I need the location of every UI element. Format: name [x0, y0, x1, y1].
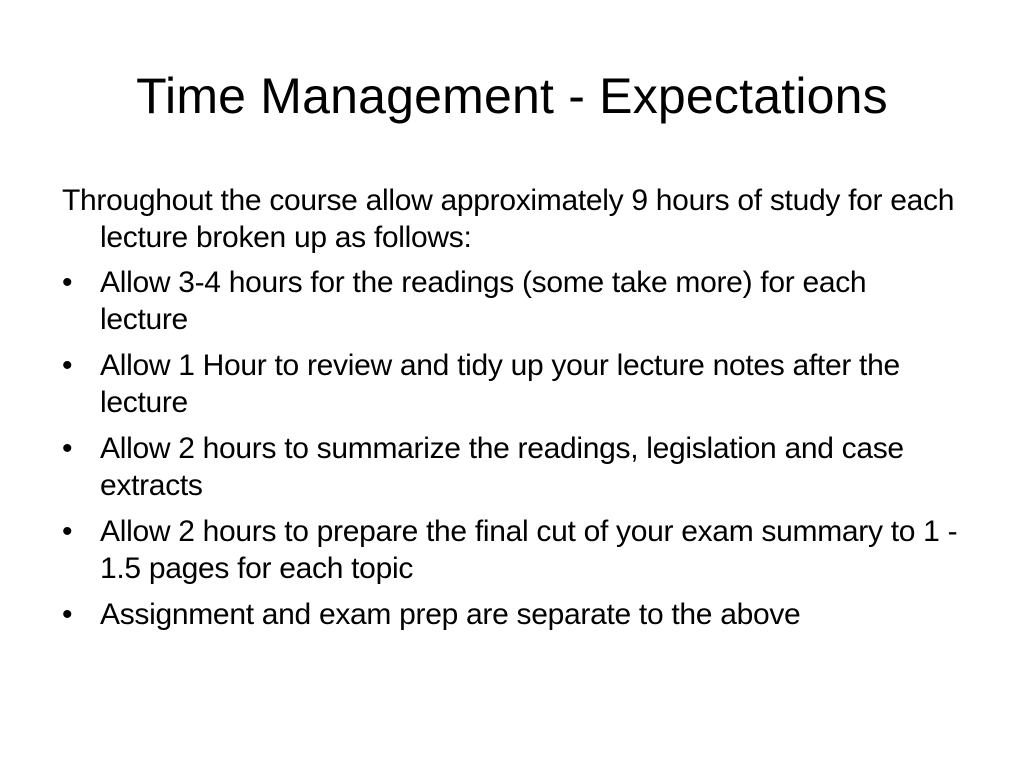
bullet-icon: •	[62, 432, 73, 465]
bullet-item	[62, 430, 962, 504]
bullet-icon: •	[62, 349, 73, 382]
intro-paragraph: Throughout the course allow approximately 9 hours of study for each lecture broken up as follows:	[62, 184, 955, 254]
bullet-list	[62, 264, 962, 633]
bullet-text: Allow 3-4 hours for the readings (some take more) for each lecture	[100, 266, 867, 336]
slide-body	[62, 182, 962, 642]
slide-title: Time Management - Expectations	[136, 68, 888, 124]
bullet-icon: •	[62, 515, 73, 548]
bullet-item	[62, 596, 962, 633]
bullet-text: Allow 1 Hour to review and tidy up your lecture notes after the lecture	[100, 349, 900, 419]
bullet-text: Allow 2 hours to prepare the final cut of your exam summary to 1 - 1.5 pages for each topic	[100, 515, 958, 585]
bullet-item	[62, 264, 962, 338]
bullet-icon: •	[62, 598, 73, 631]
bullet-text: Allow 2 hours to summarize the readings, legislation and case extracts	[100, 432, 904, 502]
bullet-text: Assignment and exam prep are separate to the above	[100, 598, 801, 631]
bullet-icon: •	[62, 266, 73, 299]
bullet-item	[62, 513, 962, 587]
bullet-item	[62, 347, 962, 421]
